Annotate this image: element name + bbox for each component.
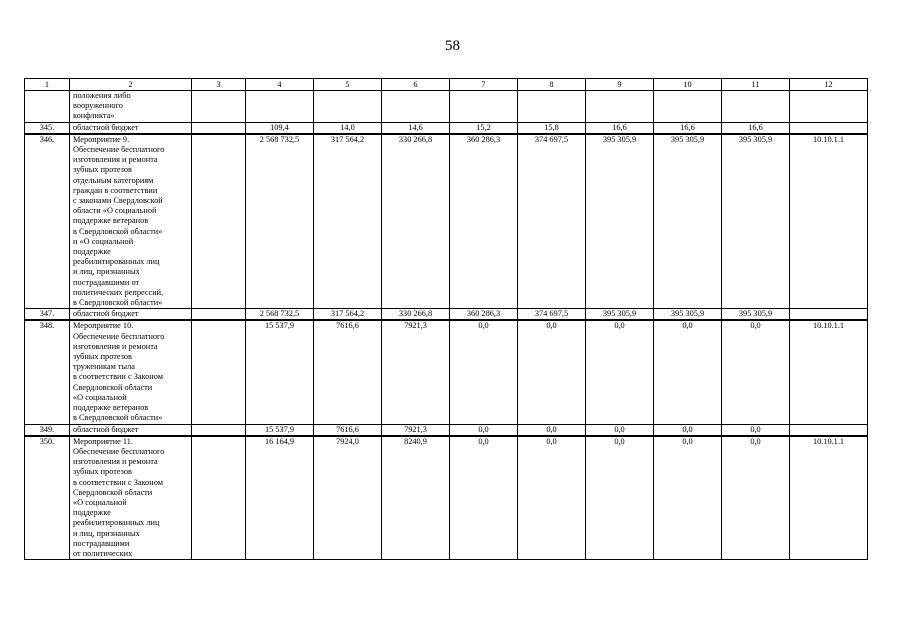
value-cell	[450, 91, 518, 123]
table-row	[25, 134, 868, 309]
row-name-cell: областной бюджет	[70, 424, 192, 436]
row-name-cell: областной бюджет	[70, 122, 192, 134]
table-row	[25, 91, 868, 123]
table-row	[25, 320, 868, 424]
col-header: 11	[722, 79, 790, 91]
value-cell: 360 286,3	[450, 309, 518, 321]
empty-cell	[192, 122, 246, 134]
value-cell: 0,0	[586, 436, 654, 560]
value-cell	[586, 91, 654, 123]
row-number-cell: 349.	[25, 424, 70, 436]
value-cell: 0,0	[518, 436, 586, 560]
col-header: 12	[790, 79, 868, 91]
value-cell: 15 537,9	[246, 320, 314, 424]
table-row	[25, 424, 868, 436]
row-number-cell	[25, 91, 70, 123]
empty-cell	[192, 309, 246, 321]
value-cell: 2 568 732,5	[246, 309, 314, 321]
value-cell: 0,0	[450, 320, 518, 424]
code-cell: 10.10.1.1	[790, 134, 868, 309]
value-cell: 395 305,9	[722, 134, 790, 309]
table-header-row	[25, 79, 868, 91]
row-name-cell: Мероприятие 10. Обеспечение бесплатного изготовления и ремонта зубных протезов труженикам тыла в соответствии с Законом Свердловской области «О социальной поддержке ветеранов в Свердловской области»	[70, 320, 192, 424]
value-cell: 395 305,9	[654, 134, 722, 309]
value-cell: 0,0	[518, 320, 586, 424]
empty-cell	[192, 436, 246, 560]
table-row	[25, 436, 868, 560]
value-cell: 7924,0	[314, 436, 382, 560]
empty-cell	[192, 320, 246, 424]
value-cell: 330 266,8	[382, 309, 450, 321]
value-cell: 317 564,2	[314, 134, 382, 309]
code-cell	[790, 309, 868, 321]
row-number-cell: 350.	[25, 436, 70, 560]
value-cell: 0,0	[450, 424, 518, 436]
value-cell: 0,0	[654, 320, 722, 424]
row-number-cell: 348.	[25, 320, 70, 424]
empty-cell	[192, 134, 246, 309]
empty-cell	[192, 91, 246, 123]
value-cell: 0,0	[722, 320, 790, 424]
value-cell: 7921,3	[382, 424, 450, 436]
row-number-cell: 346.	[25, 134, 70, 309]
page-number: 58	[445, 38, 460, 54]
value-cell: 0,0	[654, 424, 722, 436]
value-cell	[314, 91, 382, 123]
value-cell: 374 697,5	[518, 309, 586, 321]
col-header: 10	[654, 79, 722, 91]
col-header: 9	[586, 79, 654, 91]
col-header: 5	[314, 79, 382, 91]
value-cell: 8240,9	[382, 436, 450, 560]
row-number-cell: 347.	[25, 309, 70, 321]
value-cell: 0,0	[654, 436, 722, 560]
row-name-cell: положения либо вооруженного конфликта»	[70, 91, 192, 123]
col-header: 4	[246, 79, 314, 91]
code-cell	[790, 91, 868, 123]
value-cell: 14,0	[314, 122, 382, 134]
row-name-cell: областной бюджет	[70, 309, 192, 321]
col-header: 2	[70, 79, 192, 91]
value-cell: 360 286,3	[450, 134, 518, 309]
value-cell: 0,0	[722, 436, 790, 560]
value-cell: 2 568 732,5	[246, 134, 314, 309]
code-cell	[790, 122, 868, 134]
value-cell	[382, 91, 450, 123]
code-cell	[790, 424, 868, 436]
page-bottom-margin	[24, 594, 867, 640]
col-header: 6	[382, 79, 450, 91]
table-row	[25, 122, 868, 134]
value-cell	[654, 91, 722, 123]
value-cell: 7616,6	[314, 424, 382, 436]
empty-cell	[192, 424, 246, 436]
value-cell: 0,0	[586, 424, 654, 436]
value-cell: 16,6	[586, 122, 654, 134]
budget-table	[24, 78, 868, 560]
col-header: 7	[450, 79, 518, 91]
value-cell: 15,2	[450, 122, 518, 134]
value-cell: 15,8	[518, 122, 586, 134]
value-cell: 16 164,9	[246, 436, 314, 560]
value-cell: 374 697,5	[518, 134, 586, 309]
value-cell: 0,0	[586, 320, 654, 424]
value-cell: 395 305,9	[586, 309, 654, 321]
value-cell	[246, 91, 314, 123]
table-row	[25, 309, 868, 321]
value-cell: 395 305,9	[722, 309, 790, 321]
value-cell: 395 305,9	[654, 309, 722, 321]
value-cell: 109,4	[246, 122, 314, 134]
value-cell: 0,0	[722, 424, 790, 436]
code-cell: 10.10.1.1	[790, 320, 868, 424]
value-cell: 395 305,9	[586, 134, 654, 309]
value-cell: 14,6	[382, 122, 450, 134]
value-cell: 7616,6	[314, 320, 382, 424]
value-cell: 0,0	[518, 424, 586, 436]
col-header: 8	[518, 79, 586, 91]
value-cell	[518, 91, 586, 123]
value-cell: 16,6	[654, 122, 722, 134]
col-header: 3	[192, 79, 246, 91]
row-name-cell: Мероприятие 11. Обеспечение бесплатного изготовления и ремонта зубных протезов в соответствии с Законом Свердловской области «О социальной поддержке реабилитированных лиц и лиц, признанных пострадавшими от политических	[70, 436, 192, 560]
col-header: 1	[25, 79, 70, 91]
row-number-cell: 345.	[25, 122, 70, 134]
value-cell: 15 537,9	[246, 424, 314, 436]
value-cell: 0,0	[450, 436, 518, 560]
value-cell	[722, 91, 790, 123]
value-cell: 317 564,2	[314, 309, 382, 321]
table-body	[25, 79, 868, 560]
row-name-cell: Мероприятие 9. Обеспечение бесплатного изготовления и ремонта зубных протезов отдельным категориям граждан в соответствии с законами Свердловской области «О социальной поддержке ветеранов в Свердловской области» и «О социальной поддержке реабилитированных лиц и лиц, признанных пострадавшими от политических репрессий, в Свердловской области»	[70, 134, 192, 309]
value-cell: 330 266,8	[382, 134, 450, 309]
code-cell: 10.10.1.1	[790, 436, 868, 560]
value-cell: 16,6	[722, 122, 790, 134]
value-cell: 7921,3	[382, 320, 450, 424]
